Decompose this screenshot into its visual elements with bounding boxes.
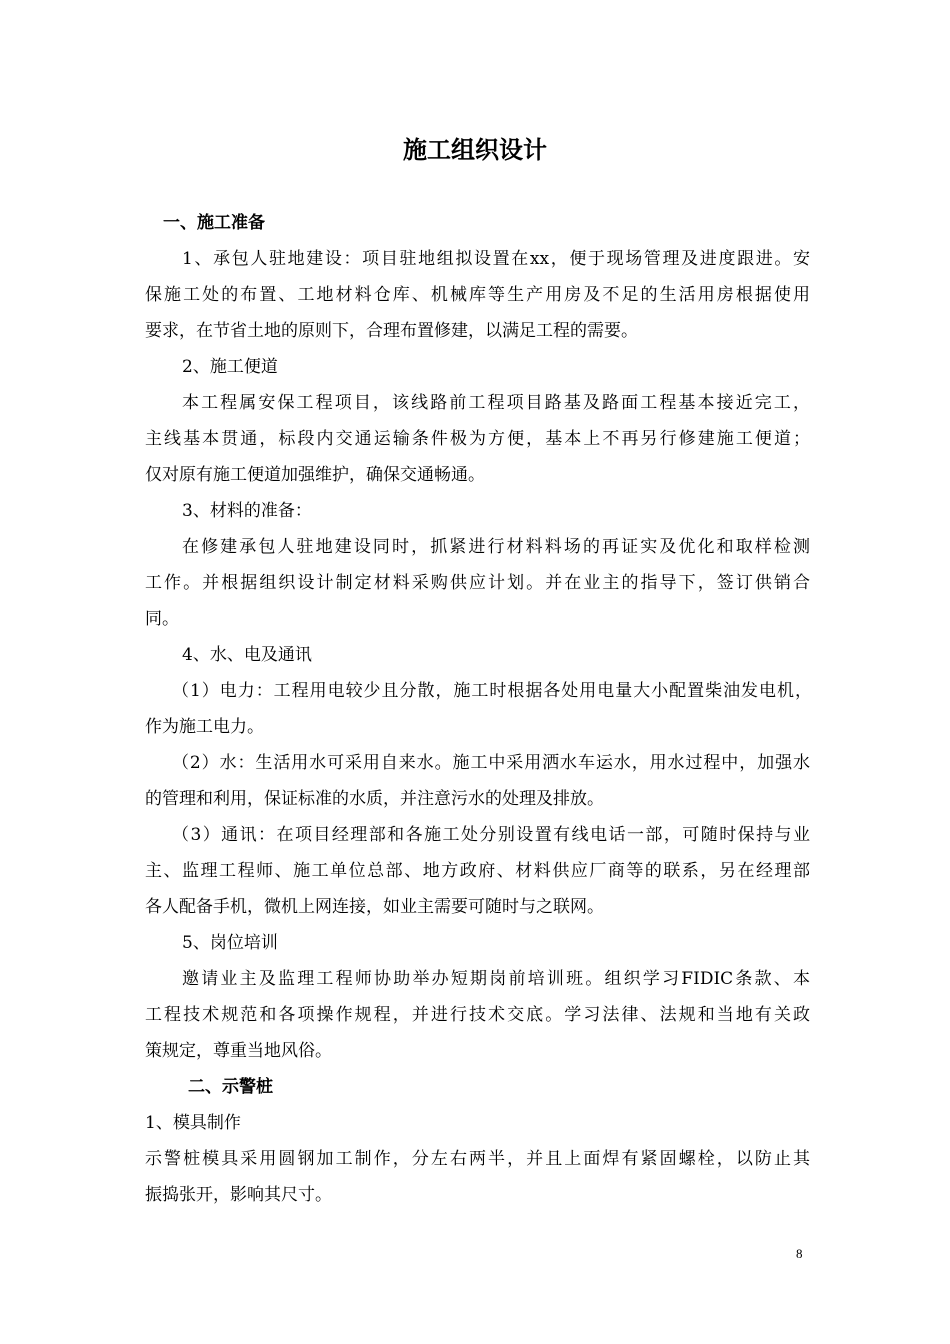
paragraph-line: 邀请业主及监理工程师协助举办短期岗前培训班。组织学习FIDIC条款、本 bbox=[182, 969, 810, 989]
document-title: 施工组织设计 bbox=[403, 136, 547, 164]
subheading-mold: 1、模具制作 bbox=[145, 1113, 241, 1133]
paragraph-line: 工作。并根据组织设计制定材料采购供应计划。并在业主的指导下，签订供销合 bbox=[145, 573, 810, 593]
paragraph-line: 在修建承包人驻地建设同时，抓紧进行材料料场的再证实及优化和取样检测 bbox=[182, 537, 810, 557]
paragraph-line: 主线基本贯通，标段内交通运输条件极为方便，基本上不再另行修建施工便道； bbox=[145, 429, 810, 449]
paragraph-line: 的管理和利用，保证标准的水质，并注意污水的处理及排放。 bbox=[145, 789, 604, 809]
subheading-materials: 3、材料的准备： bbox=[182, 501, 312, 521]
paragraph-line: （2）水：生活用水可采用自来水。施工中采用洒水车运水，用水过程中，加强水 bbox=[172, 753, 810, 773]
paragraph-line: 策规定，尊重当地风俗。 bbox=[145, 1041, 332, 1061]
paragraph-line: 1、承包人驻地建设：项目驻地组拟设置在xx，便于现场管理及进度跟进。安 bbox=[182, 249, 810, 269]
page-number: 8 bbox=[796, 1246, 803, 1261]
section-heading-preparation: 一、施工准备 bbox=[163, 213, 265, 233]
paragraph-line: 各人配备手机，微机上网连接，如业主需要可随时与之联网。 bbox=[145, 897, 604, 917]
section-heading-warning-posts: 二、示警桩 bbox=[188, 1077, 273, 1097]
paragraph-line: 工程技术规范和各项操作规程，并进行技术交底。学习法律、法规和当地有关政 bbox=[145, 1005, 810, 1025]
paragraph-line: （3）通讯：在项目经理部和各施工处分别设置有线电话一部，可随时保持与业 bbox=[172, 825, 810, 845]
paragraph-line: 保施工处的布置、工地材料仓库、机械库等生产用房及不足的生活用房根据使用 bbox=[145, 285, 810, 305]
paragraph-line: 主、监理工程师、施工单位总部、地方政府、材料供应厂商等的联系，另在经理部 bbox=[145, 861, 810, 881]
paragraph-line: 本工程属安保工程项目，该线路前工程项目路基及路面工程基本接近完工， bbox=[182, 393, 810, 413]
paragraph-line: 振捣张开，影响其尺寸。 bbox=[145, 1185, 332, 1205]
subheading-temporary-road: 2、施工便道 bbox=[182, 357, 278, 377]
paragraph-line: 示警桩模具采用圆钢加工制作，分左右两半，并且上面焊有紧固螺栓，以防止其 bbox=[145, 1149, 810, 1169]
paragraph-line: 同。 bbox=[145, 609, 179, 629]
subheading-utilities: 4、水、电及通讯 bbox=[182, 645, 312, 665]
paragraph-line: （1）电力：工程用电较少且分散，施工时根据各处用电量大小配置柴油发电机， bbox=[172, 681, 812, 701]
paragraph-line: 作为施工电力。 bbox=[145, 717, 264, 737]
subheading-training: 5、岗位培训 bbox=[182, 933, 278, 953]
paragraph-line: 仅对原有施工便道加强维护，确保交通畅通。 bbox=[145, 465, 485, 485]
paragraph-line: 要求，在节省土地的原则下，合理布置修建，以满足工程的需要。 bbox=[145, 321, 638, 341]
